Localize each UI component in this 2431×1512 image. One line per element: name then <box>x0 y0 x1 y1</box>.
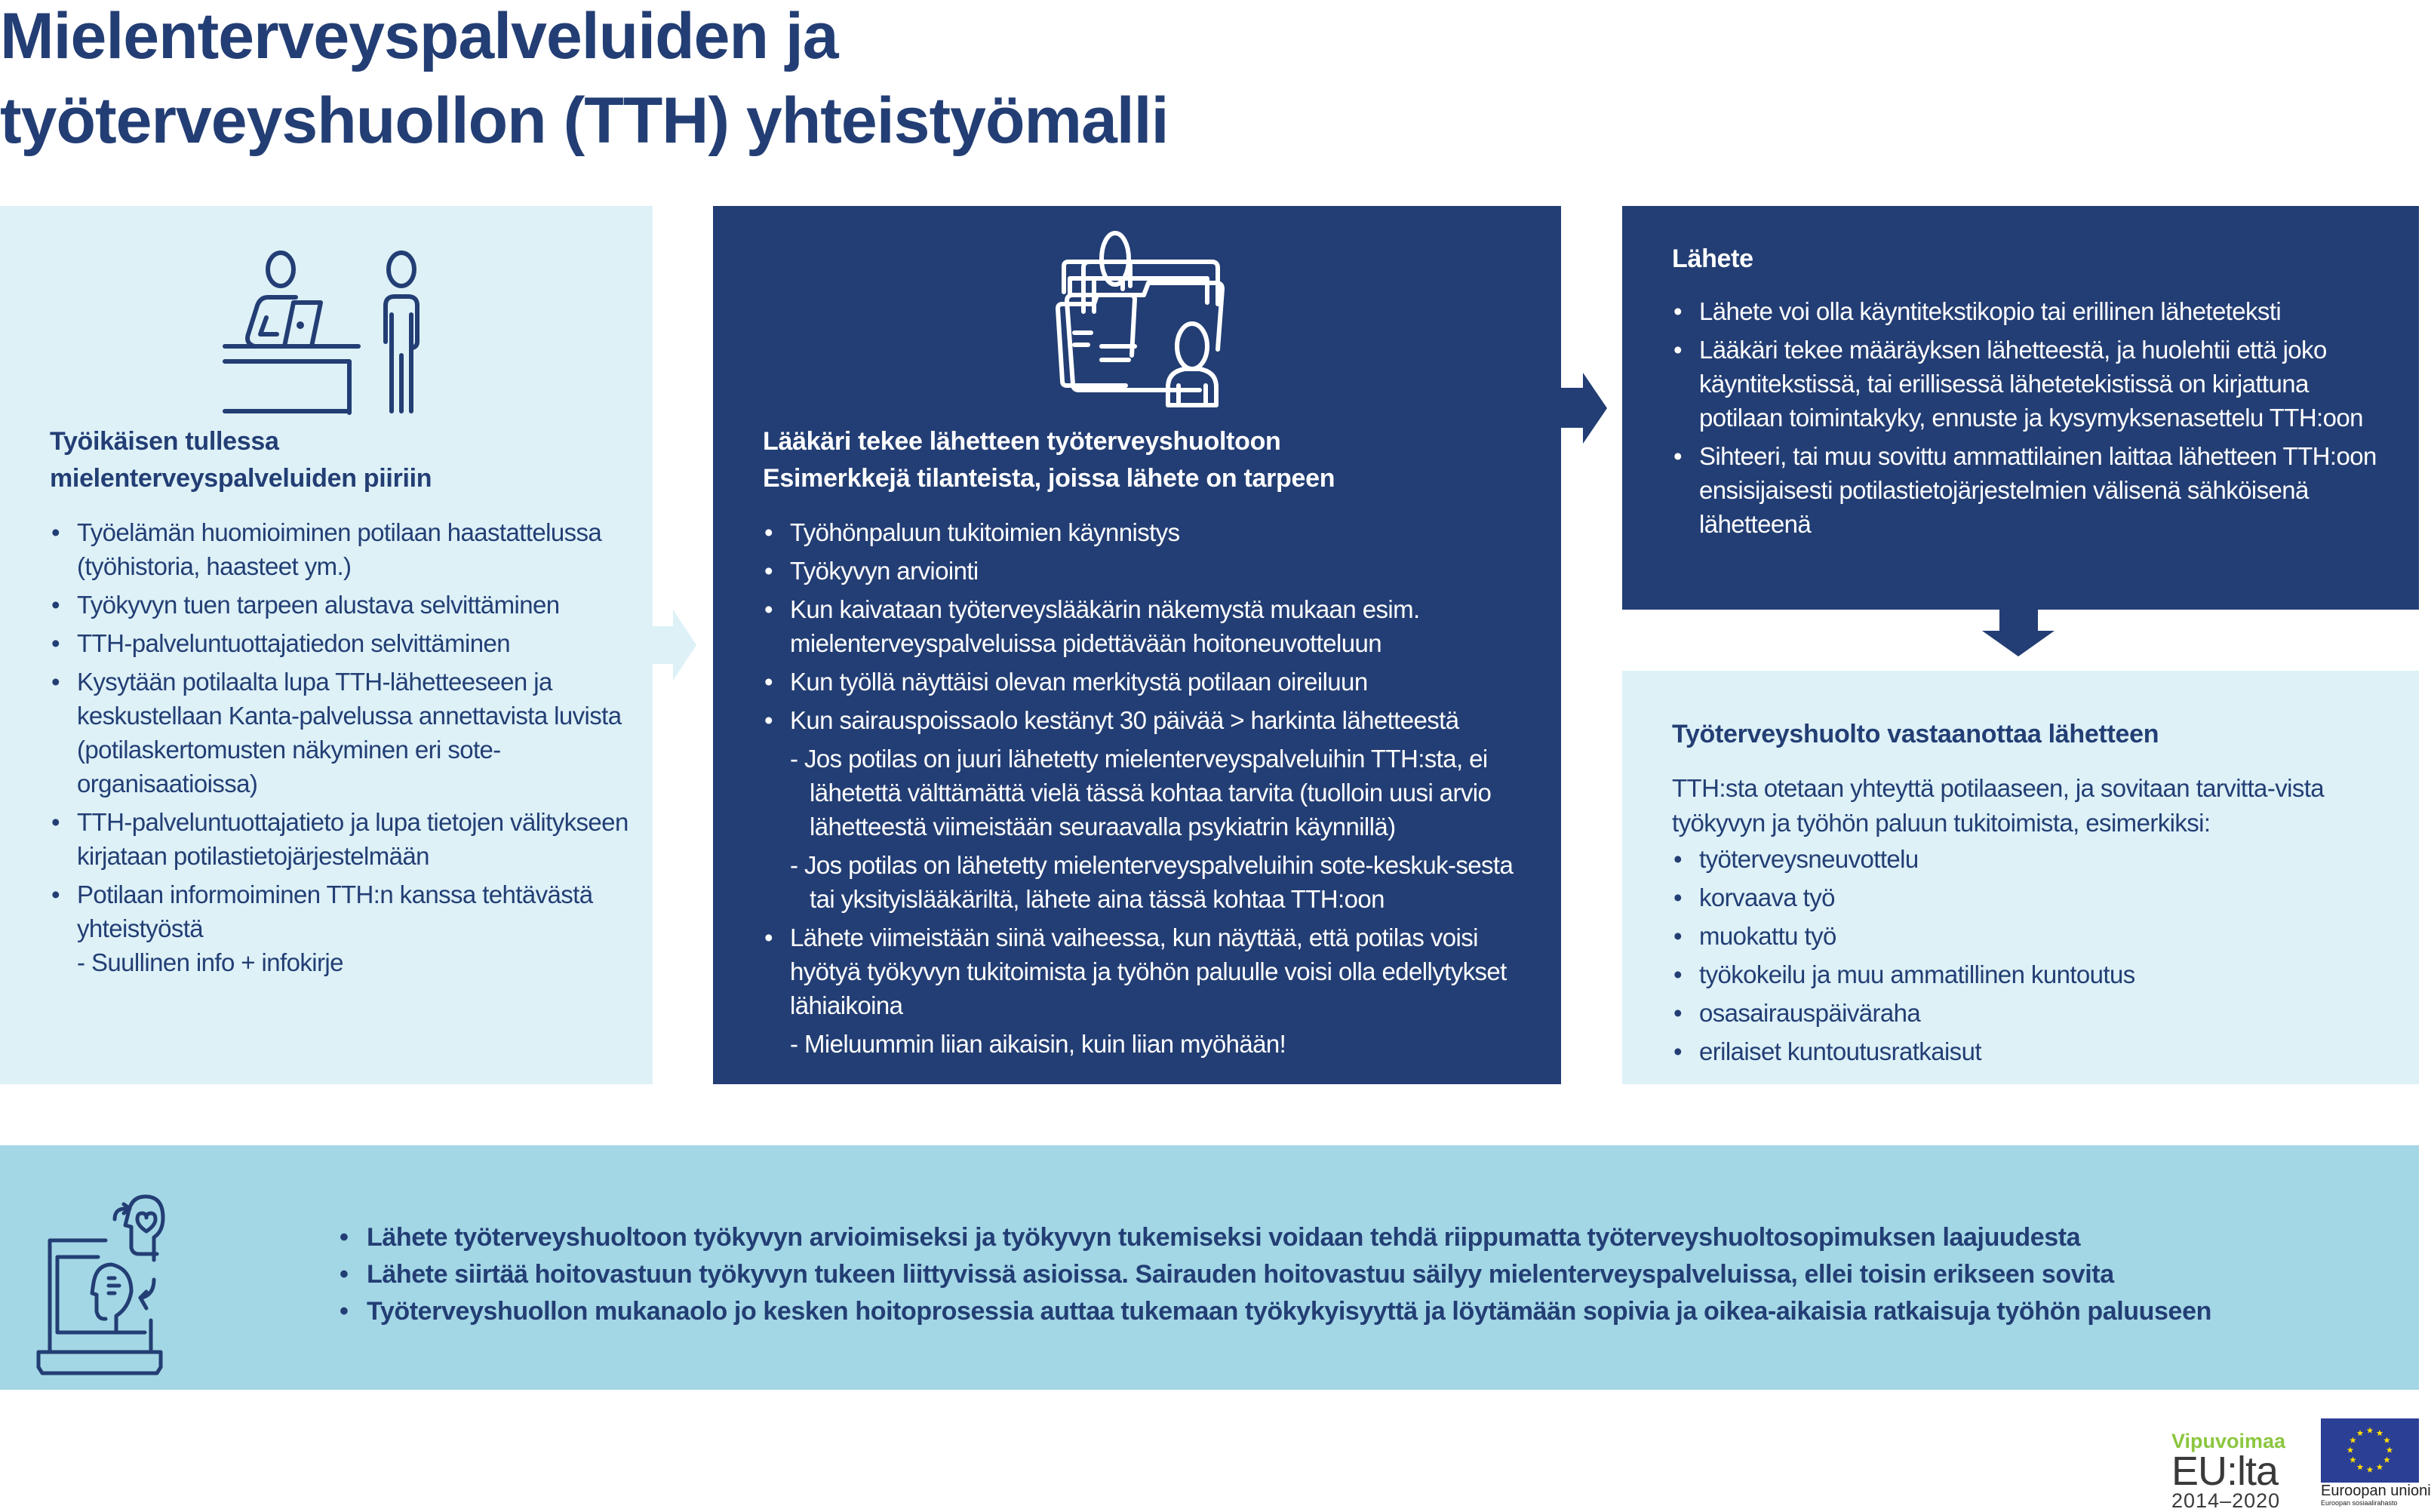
intake-heading-line-1: Työikäisen tullessa <box>50 427 279 456</box>
page-title <box>0 0 1168 163</box>
eu-star-icon <box>2377 1430 2383 1436</box>
referral-content-heading: Lähete <box>1672 244 1753 273</box>
referral-heading-line-2: Esimerkkejä tilanteista, joissa lähete on tarpeen <box>763 464 1335 493</box>
list-item: • Lääkäri tekee määräyksen lähetteestä, ja huolehtii että joko käyntitekstissä, tai erillisessä lähetetekistissä on kirjattuna potilaan toimintakyky, ennuste ja kysymyksenasettelu TTH:oon <box>1672 333 2396 435</box>
eu-logo-name: Euroopan unioni <box>2321 1483 2431 1499</box>
eu-star-icon <box>2357 1464 2364 1470</box>
key-points-banner <box>0 1145 2419 1390</box>
list-item: • muokattu työ <box>1672 919 2419 953</box>
list-subitem: - Suullinen info + infokirje <box>77 948 343 976</box>
eu-star-icon <box>2386 1447 2393 1453</box>
eu-star-icon <box>2383 1437 2390 1443</box>
list-item: • Kysytään potilaalta lupa TTH-lähetteeseen ja keskustellaan Kanta-palvelussa annettavista luvista (potilaskertomusten näkyminen eri sote-organisaatioissa) <box>50 665 638 801</box>
eu-star-icon <box>2350 1457 2356 1463</box>
referral-content-panel <box>1622 206 2419 610</box>
folder-person-icon-figure <box>1056 259 1252 413</box>
eu-logo-fund: Euroopan sosiaalirahasto <box>2321 1499 2398 1507</box>
referral-heading-line-1: Lääkäri tekee lähetteen työterveyshuoltoon <box>763 427 1281 456</box>
tth-receives-heading: Työterveyshuolto vastaanottaa lähetteen <box>1672 720 2159 748</box>
title-line-1: Mielenterveyspalveluiden ja <box>0 0 838 72</box>
eu-star-icon <box>2367 1427 2374 1434</box>
list-item: • Työkyvyn tuen tarpeen alustava selvittäminen <box>50 588 638 622</box>
list-item: • Potilaan informoiminen TTH:n kanssa tehtävästä yhteistyöstä - Suullinen info + infokirje <box>50 877 638 979</box>
eu-star-icon <box>2347 1447 2354 1453</box>
referral-list <box>763 515 1538 1061</box>
list-item: • erilaiset kuntoutusratkaisut <box>1672 1034 2419 1068</box>
eu-star-icon <box>2357 1430 2364 1436</box>
eu-star-icon <box>2383 1457 2390 1463</box>
list-subitem: - Jos potilas on juuri lähetetty mielenterveyspalveluihin TTH:sta, ei lähetettä välttämättä vielä tässä kohtaa tarvita (tuolloin uusi arvio lähetteestä viimeistään seuraavalla psykiatrin käynnillä) <box>790 745 1492 841</box>
eu-star-icon <box>2377 1464 2383 1470</box>
arrow-down-icon <box>1981 610 2057 658</box>
intake-heading <box>50 423 638 497</box>
list-item: • Kun sairauspoissaolo kestänyt 30 päivää > harkinta lähetteestä - Jos potilas on juuri lähetetty mielenterveyspalveluihin TTH:sta, ei lähetettä välttämättä vielä tässä kohtaa tarvita (tuolloin uusi arvio lähetteestä viimeistään seuraavalla psykiatrin käynnillä) - Jos potilas on lähetetty mielenterveyspalveluihin sote-keskuk-sesta tai yksityislääkäriltä, lähete aina tässä kohtaa TTH:oon <box>763 703 1538 916</box>
vipuvoimaa-logo-years: 2014–2020 <box>2171 1489 2281 1512</box>
tth-receives-panel <box>1622 671 2419 1084</box>
list-item: • Lähete voi olla käyntitekstikopio tai erillinen läheteteksti <box>1672 294 2396 328</box>
reception-desk-icon <box>215 251 441 406</box>
referral-panel <box>713 206 1561 1084</box>
vipuvoimaa-logo-top: Vipuvoimaa <box>2171 1430 2286 1452</box>
list-subitem: - Mieluummin liian aikaisin, kuin liian myöhään! <box>790 1030 1286 1058</box>
list-item: • osasairauspäiväraha <box>1672 996 2419 1030</box>
tth-support-list <box>1672 842 2419 1068</box>
list-item: • työkokeilu ja muu ammatillinen kuntoutus <box>1672 957 2419 991</box>
list-item: • TTH-palveluntuottajatieto ja lupa tietojen välitykseen kirjataan potilastietojärjestelmään <box>50 805 638 873</box>
list-subitem: - Jos potilas on lähetetty mielenterveyspalveluihin sote-keskuk-sesta tai yksityislääkäriltä, lähete aina tässä kohtaa TTH:oon <box>790 851 1514 913</box>
laptop-heads-exchange-icon <box>36 1195 134 1372</box>
list-item: • työterveysneuvottelu <box>1672 842 2419 876</box>
list-item: • Lähete siirtää hoitovastuun työkyvyn tukeen liittyvissä asioissa. Sairauden hoitovastuu säilyy mielenterveyspalveluissa, ellei toisin erikseen sovita <box>338 1256 2211 1293</box>
arrow-right-icon <box>1561 371 1609 447</box>
list-item: • Sihteeri, tai muu sovittu ammattilainen laittaa lähetteen TTH:oon ensisijaisesti potilastietojärjestelmien välisenä sähköisenä lähetteenä <box>1672 439 2396 541</box>
list-item: • Kun kaivataan työterveyslääkärin näkemystä mukaan esim. mielenterveyspalveluissa pidettävään hoitoneuvotteluun <box>763 592 1538 660</box>
list-item: • korvaava työ <box>1672 880 2419 914</box>
list-item: • Työkyvyn arviointi <box>763 554 1538 588</box>
list-item: • Työhönpaluun tukitoimien käynnistys <box>763 515 1538 549</box>
list-item: • Työterveyshuollon mukanaolo jo kesken hoitoprosessia auttaa tukemaan työkykyisyyttä ja löytämään sopivia ja oikea-aikaisia ratkaisuja työhön paluuseen <box>338 1293 2211 1330</box>
intake-list <box>50 515 638 979</box>
tth-receives-intro: TTH:sta otetaan yhteyttä potilaaseen, ja sovitaan tarvitta-vista työkyvyn ja työhön paluun tukitoimista, esimerkiksi: <box>1672 774 2325 837</box>
eu-logo <box>2321 1418 2431 1507</box>
eu-star-icon <box>2367 1467 2374 1473</box>
list-item: • TTH-palveluntuottajatiedon selvittäminen <box>50 626 638 660</box>
eu-flag-icon <box>2321 1418 2419 1483</box>
referral-content-list <box>1672 294 2396 541</box>
eu-star-icon <box>2350 1437 2356 1443</box>
intake-panel <box>0 206 653 1084</box>
arrow-right-icon <box>653 608 698 684</box>
intake-heading-line-2: mielenterveyspalveluiden piiriin <box>50 464 432 493</box>
list-item: • Lähete työterveyshuoltoon työkyvyn arvioimiseksi ja työkyvyn tukemiseksi voidaan tehdä riippumatta työterveyshuoltosopimuksen laajuudesta <box>338 1219 2211 1256</box>
list-item: • Kun työllä näyttäisi olevan merkitystä potilaan oireiluun <box>763 665 1538 699</box>
vipuvoimaa-logo-middle: EU:lta <box>2171 1449 2279 1494</box>
vipuvoimaa-logo <box>2171 1430 2285 1511</box>
list-item: • Lähete viimeistään siinä vaiheessa, kun näyttää, että potilas voisi hyötyä työkyvyn tukitoimista ja työhön paluulle voisi olla edellytykset lähiaikoina - Mieluummin liian aikaisin, kuin liian myöhään! <box>763 920 1538 1061</box>
list-item: • Työelämän huomioiminen potilaan haastattelussa (työhistoria, haasteet ym.) <box>50 515 638 583</box>
referral-heading <box>763 423 1538 497</box>
key-points-list <box>338 1219 2211 1330</box>
title-line-2: työterveyshuollon (TTH) yhteistyömalli <box>0 85 1169 157</box>
